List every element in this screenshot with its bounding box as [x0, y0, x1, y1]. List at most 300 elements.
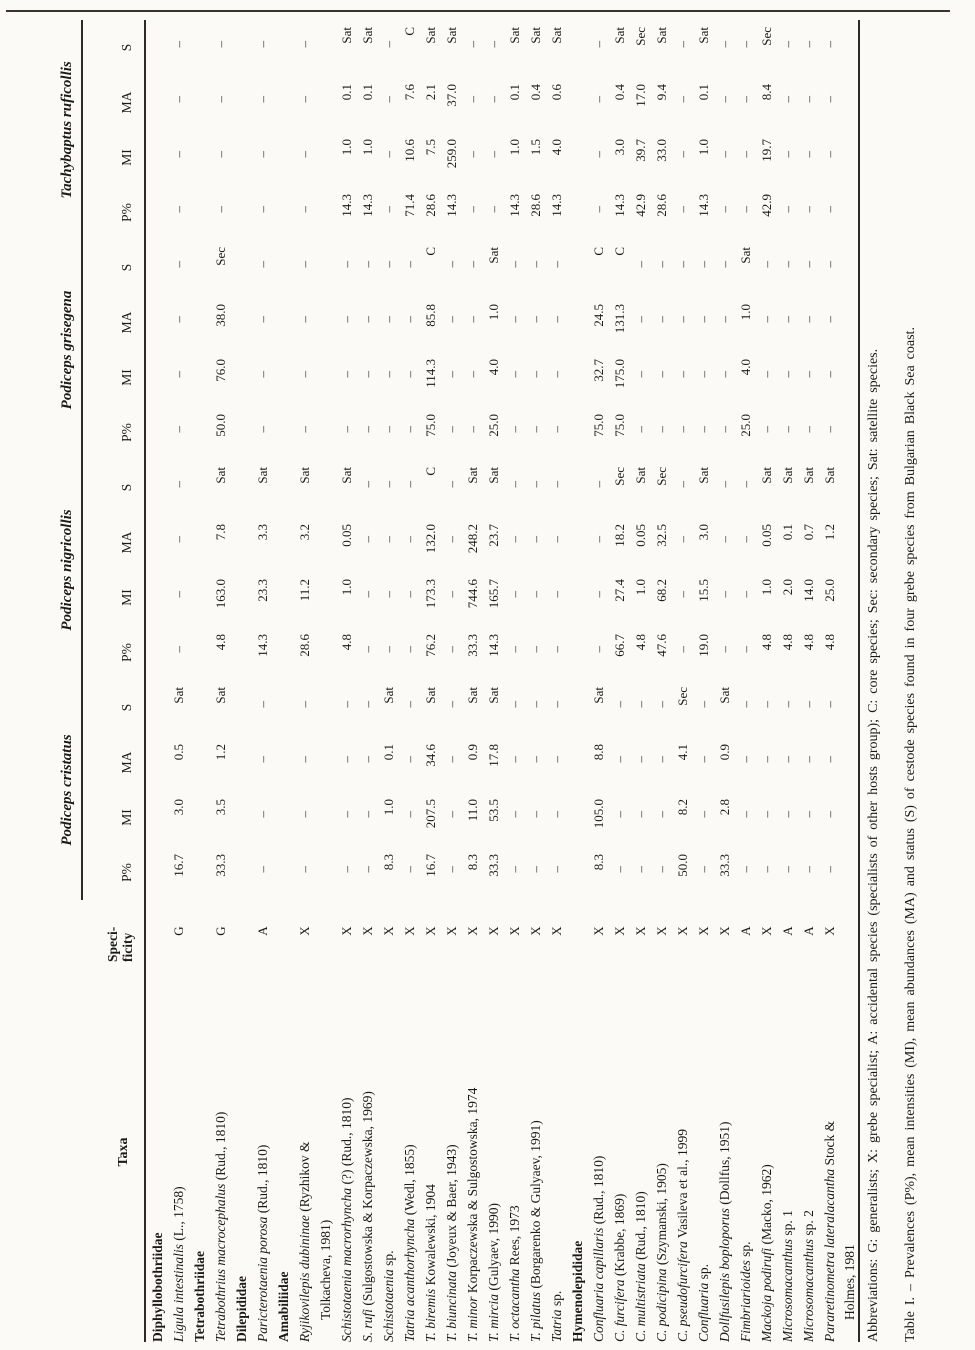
- missing-value-cell: –: [465, 371, 480, 378]
- specificity-header-line2: ficity: [120, 932, 135, 962]
- missing-value-cell: –: [171, 481, 186, 488]
- missing-value-cell: –: [339, 701, 354, 708]
- taxon-name-cell: T. minor Korpaczewska & Sulgostowska, 1974: [465, 1087, 480, 1342]
- value-cell: 3.2: [297, 524, 312, 541]
- missing-value-cell: –: [738, 481, 753, 488]
- metric-label: P%: [82, 185, 145, 240]
- species-row: [691, 20, 712, 1342]
- status-cell: Sat: [822, 467, 837, 484]
- status-cell: Sec: [654, 467, 669, 486]
- missing-value-cell: –: [213, 95, 228, 103]
- value-cell: 14.3: [549, 193, 564, 217]
- value-cell: 14.3: [507, 193, 522, 217]
- missing-value-cell: –: [528, 260, 543, 268]
- missing-value-cell: –: [759, 316, 774, 323]
- missing-value-cell: –: [444, 646, 459, 653]
- value-cell: 14.3: [360, 193, 375, 217]
- family-name-cell: Diphyllobothriidae: [150, 1232, 165, 1342]
- missing-value-cell: –: [381, 40, 396, 48]
- value-cell: 11.0: [465, 799, 480, 822]
- value-cell: 28.6: [423, 193, 438, 217]
- species-row: [523, 20, 544, 1342]
- value-cell: 163.0: [213, 579, 228, 609]
- value-cell: 38.0: [213, 304, 228, 327]
- missing-value-cell: –: [507, 536, 522, 543]
- value-cell: 1.0: [633, 579, 648, 596]
- species-row: [250, 20, 271, 1342]
- missing-value-cell: –: [696, 756, 711, 763]
- specificity-cell: X: [297, 926, 312, 936]
- missing-value-cell: –: [591, 481, 606, 488]
- missing-value-cell: –: [801, 316, 816, 323]
- host-name: Podiceps grisegena: [59, 290, 75, 410]
- missing-value-cell: –: [465, 205, 480, 213]
- missing-value-cell: –: [717, 150, 732, 158]
- metric-label: P%: [82, 405, 145, 460]
- value-cell: 4.8: [780, 634, 795, 651]
- value-cell: 18.2: [612, 524, 627, 547]
- missing-value-cell: –: [822, 756, 837, 763]
- status-cell: Sat: [654, 26, 669, 44]
- missing-value-cell: –: [444, 536, 459, 543]
- missing-value-cell: –: [528, 756, 543, 763]
- missing-value-cell: –: [465, 426, 480, 433]
- missing-value-cell: –: [654, 756, 669, 763]
- taxon-name-cell: Mackoja podirufi (Macko, 1962): [759, 1164, 774, 1342]
- missing-value-cell: –: [654, 866, 669, 873]
- missing-value-cell: –: [297, 811, 312, 818]
- missing-value-cell: –: [528, 866, 543, 873]
- missing-value-cell: –: [591, 591, 606, 598]
- value-cell: 3.5: [213, 799, 228, 816]
- specificity-cell: X: [822, 926, 837, 936]
- specificity-cell: A: [780, 926, 795, 936]
- specificity-cell: A: [801, 926, 816, 936]
- missing-value-cell: –: [801, 205, 816, 213]
- value-cell: 71.4: [402, 193, 417, 217]
- value-cell: 75.0: [612, 414, 627, 437]
- missing-value-cell: –: [780, 811, 795, 818]
- missing-value-cell: –: [612, 701, 627, 708]
- family-name-cell: Amabiliidae: [276, 1271, 291, 1342]
- value-cell: 1.0: [360, 138, 375, 156]
- missing-value-cell: –: [549, 756, 564, 763]
- missing-value-cell: –: [759, 756, 774, 763]
- value-cell: 76.0: [213, 359, 228, 382]
- metric-label: MA: [82, 735, 145, 790]
- missing-value-cell: –: [591, 95, 606, 103]
- value-cell: 32.5: [654, 524, 669, 547]
- missing-value-cell: –: [171, 260, 186, 268]
- missing-value-cell: –: [360, 481, 375, 488]
- missing-value-cell: –: [402, 426, 417, 433]
- missing-value-cell: –: [507, 260, 522, 268]
- value-cell: 66.7: [612, 634, 627, 657]
- host-header-row: [14, 20, 82, 1342]
- missing-value-cell: –: [297, 316, 312, 323]
- taxon-name-cell: T. pilatus (Borgarenko & Gulyaev, 1991): [528, 1120, 543, 1342]
- status-cell: Sat: [507, 26, 522, 44]
- missing-value-cell: –: [360, 591, 375, 598]
- status-cell: Sat: [444, 26, 459, 44]
- missing-value-cell: –: [822, 205, 837, 213]
- specificity-cell: X: [654, 926, 669, 936]
- status-cell: Sat: [633, 467, 648, 484]
- missing-value-cell: –: [591, 646, 606, 653]
- metric-label: P%: [82, 845, 145, 900]
- value-cell: 259.0: [444, 138, 459, 169]
- value-cell: 207.5: [423, 799, 438, 829]
- status-cell: Sec: [759, 26, 774, 46]
- status-cell: C: [423, 246, 438, 256]
- metric-label: S: [82, 20, 145, 75]
- species-row: [733, 20, 754, 1342]
- specificity-cell: X: [381, 926, 396, 936]
- taxon-name-cell: S. rufi (Sulgostowska & Korpaczewska, 1969): [360, 1091, 375, 1342]
- missing-value-cell: –: [444, 260, 459, 268]
- taxon-name-cell: Schistotaenia sp.: [381, 1250, 396, 1342]
- value-cell: 1.0: [759, 579, 774, 596]
- taxon-name-cell: Dollfusilepis boploporus (Dollfus, 1951): [717, 1121, 732, 1342]
- missing-value-cell: –: [591, 150, 606, 158]
- missing-value-cell: –: [633, 701, 648, 708]
- missing-value-cell: –: [507, 481, 522, 488]
- value-cell: 28.6: [654, 193, 669, 217]
- missing-value-cell: –: [486, 95, 501, 103]
- missing-value-cell: –: [297, 426, 312, 433]
- missing-value-cell: –: [696, 701, 711, 708]
- taxon-name-cell: Confluaria capillaris (Rud., 1810): [591, 1155, 606, 1342]
- missing-value-cell: –: [549, 811, 564, 818]
- missing-value-cell: –: [297, 40, 312, 48]
- value-cell: 4.8: [213, 634, 228, 651]
- value-cell: 7.5: [423, 138, 438, 156]
- value-cell: 3.0: [612, 138, 627, 156]
- value-cell: 15.5: [696, 579, 711, 602]
- value-cell: 11.2: [297, 579, 312, 602]
- value-cell: 0.05: [633, 524, 648, 547]
- status-cell: Sat: [255, 467, 270, 484]
- value-cell: 1.0: [507, 138, 522, 156]
- host-group-header-cristatus: [14, 680, 82, 900]
- missing-value-cell: –: [801, 701, 816, 708]
- missing-value-cell: –: [360, 866, 375, 873]
- value-cell: 3.0: [171, 799, 186, 816]
- missing-value-cell: –: [444, 481, 459, 488]
- missing-value-cell: –: [549, 866, 564, 873]
- taxon-name-cell: Ligula intestinalis (L., 1758): [171, 1186, 186, 1342]
- status-cell: Sat: [486, 246, 501, 264]
- value-cell: 50.0: [675, 854, 690, 877]
- missing-value-cell: –: [822, 866, 837, 873]
- species-row: [208, 20, 229, 1342]
- status-cell: Sec: [633, 26, 648, 46]
- missing-value-cell: –: [171, 150, 186, 158]
- value-cell: 47.6: [654, 634, 669, 657]
- specificity-cell: A: [255, 926, 270, 936]
- missing-value-cell: –: [297, 205, 312, 213]
- value-cell: 173.3: [423, 579, 438, 609]
- missing-value-cell: –: [675, 260, 690, 268]
- value-cell: 1.0: [486, 304, 501, 321]
- metric-label: MI: [82, 130, 145, 185]
- value-cell: 2.8: [717, 799, 732, 816]
- missing-value-cell: –: [381, 260, 396, 268]
- missing-value-cell: –: [696, 866, 711, 873]
- missing-value-cell: –: [717, 591, 732, 598]
- missing-value-cell: –: [255, 866, 270, 873]
- missing-value-cell: –: [633, 866, 648, 873]
- missing-value-cell: –: [528, 701, 543, 708]
- value-cell: 14.3: [255, 634, 270, 657]
- value-cell: 50.0: [213, 414, 228, 437]
- missing-value-cell: –: [486, 40, 501, 48]
- missing-value-cell: –: [528, 591, 543, 598]
- missing-value-cell: –: [381, 426, 396, 433]
- missing-value-cell: –: [528, 646, 543, 653]
- taxon-name-continuation-cell: Holmes, 1981: [838, 20, 859, 1342]
- missing-value-cell: –: [654, 316, 669, 323]
- missing-value-cell: –: [591, 205, 606, 213]
- missing-value-cell: –: [633, 316, 648, 323]
- family-name-cell: Tetrabothriidae: [192, 1251, 207, 1342]
- value-cell: 4.8: [759, 634, 774, 651]
- value-cell: 28.6: [528, 193, 543, 217]
- missing-value-cell: –: [381, 481, 396, 488]
- missing-value-cell: –: [780, 95, 795, 103]
- missing-value-cell: –: [549, 316, 564, 323]
- missing-value-cell: –: [696, 371, 711, 378]
- missing-value-cell: –: [780, 371, 795, 378]
- missing-value-cell: –: [738, 756, 753, 763]
- missing-value-cell: –: [507, 701, 522, 708]
- value-cell: 33.3: [213, 854, 228, 877]
- value-cell: 1.0: [381, 799, 396, 816]
- taxon-name-cell: Tatria acanthorhyncha (Wedl, 1855): [402, 1144, 417, 1342]
- value-cell: 25.0: [486, 414, 501, 437]
- missing-value-cell: –: [696, 811, 711, 818]
- taxon-name-cell: Microsomacanthus sp. 1: [780, 1210, 795, 1342]
- value-cell: 33.3: [486, 854, 501, 877]
- metric-label: S: [82, 240, 145, 295]
- value-cell: 4.8: [822, 634, 837, 651]
- missing-value-cell: –: [465, 95, 480, 103]
- taxon-name-cell: Confluaria sp.: [696, 1263, 711, 1342]
- status-cell: Sat: [549, 26, 564, 44]
- missing-value-cell: –: [255, 95, 270, 103]
- species-row: [796, 20, 817, 1342]
- status-cell: Sat: [339, 26, 354, 44]
- specificity-cell: A: [738, 926, 753, 936]
- missing-value-cell: –: [444, 371, 459, 378]
- family-row: [145, 20, 166, 1342]
- value-cell: 34.6: [423, 744, 438, 767]
- continuation-row: [313, 20, 334, 1342]
- value-cell: 33.0: [654, 138, 669, 162]
- missing-value-cell: –: [402, 481, 417, 488]
- value-cell: 23.3: [255, 579, 270, 602]
- missing-value-cell: –: [255, 260, 270, 268]
- missing-value-cell: –: [297, 95, 312, 103]
- missing-value-cell: –: [549, 701, 564, 708]
- missing-value-cell: –: [402, 756, 417, 763]
- value-cell: 37.0: [444, 83, 459, 107]
- missing-value-cell: –: [297, 260, 312, 268]
- missing-value-cell: –: [255, 701, 270, 708]
- status-cell: Sat: [528, 26, 543, 44]
- value-cell: 32.7: [591, 359, 606, 382]
- value-cell: 0.4: [612, 83, 627, 101]
- status-cell: Sat: [465, 467, 480, 484]
- missing-value-cell: –: [255, 756, 270, 763]
- missing-value-cell: –: [675, 481, 690, 488]
- host-name: Podiceps nigricollis: [59, 509, 75, 631]
- taxa-column-header: Taxa: [14, 962, 145, 1342]
- missing-value-cell: –: [738, 701, 753, 708]
- missing-value-cell: –: [465, 40, 480, 48]
- missing-value-cell: –: [822, 150, 837, 158]
- missing-value-cell: –: [507, 646, 522, 653]
- missing-value-cell: –: [444, 756, 459, 763]
- taxon-name-cell: T. biuncinata (Joyeux & Baer, 1943): [444, 1144, 459, 1342]
- specificity-cell: X: [507, 926, 522, 936]
- missing-value-cell: –: [360, 701, 375, 708]
- missing-value-cell: –: [465, 316, 480, 323]
- value-cell: 4.8: [633, 634, 648, 651]
- missing-value-cell: –: [402, 866, 417, 873]
- species-row: [670, 20, 691, 1342]
- missing-value-cell: –: [381, 646, 396, 653]
- missing-value-cell: –: [171, 371, 186, 378]
- value-cell: 248.2: [465, 524, 480, 554]
- missing-value-cell: –: [486, 205, 501, 213]
- species-row: [397, 20, 418, 1342]
- continuation-row: [838, 20, 859, 1342]
- missing-value-cell: –: [339, 866, 354, 873]
- value-cell: 33.3: [465, 634, 480, 657]
- value-cell: 8.4: [759, 83, 774, 101]
- specificity-cell: G: [213, 926, 228, 936]
- missing-value-cell: –: [402, 536, 417, 543]
- value-cell: 0.9: [717, 744, 732, 761]
- value-cell: 24.5: [591, 304, 606, 327]
- missing-value-cell: –: [255, 811, 270, 818]
- specificity-column-header: [14, 900, 145, 962]
- value-cell: 14.0: [801, 579, 816, 602]
- missing-value-cell: –: [801, 866, 816, 873]
- value-cell: 0.05: [339, 524, 354, 547]
- specificity-cell: X: [339, 926, 354, 936]
- missing-value-cell: –: [255, 40, 270, 48]
- species-row: [502, 20, 523, 1342]
- value-cell: 4.0: [549, 138, 564, 156]
- value-cell: 10.6: [402, 138, 417, 162]
- value-cell: 28.6: [297, 634, 312, 657]
- value-cell: 75.0: [423, 414, 438, 437]
- taxon-name-continuation-cell: Tolkacheva, 1981): [318, 1219, 333, 1320]
- specificity-cell: X: [717, 926, 732, 936]
- missing-value-cell: –: [444, 701, 459, 708]
- missing-value-cell: –: [738, 591, 753, 598]
- species-row: [754, 20, 775, 1342]
- missing-value-cell: –: [654, 426, 669, 433]
- specificity-cell: X: [612, 926, 627, 936]
- missing-value-cell: –: [381, 150, 396, 158]
- missing-value-cell: –: [213, 40, 228, 48]
- value-cell: 8.2: [675, 799, 690, 816]
- missing-value-cell: –: [171, 95, 186, 103]
- value-cell: 19.0: [696, 634, 711, 657]
- value-cell: 0.1: [381, 744, 396, 761]
- status-cell: Sat: [486, 687, 501, 704]
- value-cell: 0.4: [528, 83, 543, 101]
- missing-value-cell: –: [528, 536, 543, 543]
- missing-value-cell: –: [549, 536, 564, 543]
- missing-value-cell: –: [171, 591, 186, 598]
- missing-value-cell: –: [822, 426, 837, 433]
- species-row: [334, 20, 355, 1342]
- value-cell: 42.9: [759, 193, 774, 217]
- family-row: [187, 20, 208, 1342]
- taxon-name-cell: C. multistriata (Rud., 1810): [633, 1191, 648, 1342]
- value-cell: 0.7: [801, 524, 816, 541]
- value-cell: 4.0: [486, 359, 501, 376]
- missing-value-cell: –: [612, 866, 627, 873]
- missing-value-cell: –: [633, 426, 648, 433]
- missing-value-cell: –: [297, 701, 312, 708]
- missing-value-cell: –: [612, 756, 627, 763]
- value-cell: 1.0: [339, 138, 354, 156]
- cestode-prevalence-table: [14, 20, 860, 1342]
- missing-value-cell: –: [549, 481, 564, 488]
- missing-value-cell: –: [738, 40, 753, 48]
- value-cell: 0.6: [549, 83, 564, 101]
- missing-value-cell: –: [822, 701, 837, 708]
- missing-value-cell: –: [402, 591, 417, 598]
- missing-value-cell: –: [528, 426, 543, 433]
- missing-value-cell: –: [717, 260, 732, 268]
- species-row: [544, 20, 565, 1342]
- missing-value-cell: –: [255, 426, 270, 433]
- value-cell: 14.3: [444, 193, 459, 217]
- family-row: [271, 20, 292, 1342]
- missing-value-cell: –: [759, 371, 774, 378]
- specificity-cell: X: [759, 926, 774, 936]
- status-cell: Sec: [213, 246, 228, 266]
- missing-value-cell: –: [381, 536, 396, 543]
- missing-value-cell: –: [654, 260, 669, 268]
- missing-value-cell: –: [780, 426, 795, 433]
- missing-value-cell: –: [360, 316, 375, 323]
- missing-value-cell: –: [402, 260, 417, 268]
- missing-value-cell: –: [717, 95, 732, 103]
- missing-value-cell: –: [381, 591, 396, 598]
- status-cell: C: [612, 246, 627, 256]
- taxon-name-cell: C. pseudofurcifera Vasileva et al., 1999: [675, 1129, 690, 1342]
- status-cell: Sat: [297, 467, 312, 484]
- taxon-name-cell: Tatria sp.: [549, 1290, 564, 1342]
- status-cell: Sat: [801, 467, 816, 484]
- missing-value-cell: –: [171, 316, 186, 323]
- missing-value-cell: –: [822, 811, 837, 818]
- missing-value-cell: –: [213, 205, 228, 213]
- missing-value-cell: –: [171, 646, 186, 653]
- specificity-cell: X: [444, 926, 459, 936]
- metric-label: S: [82, 680, 145, 735]
- specificity-cell: X: [549, 926, 564, 936]
- missing-value-cell: –: [528, 811, 543, 818]
- family-row: [565, 20, 586, 1342]
